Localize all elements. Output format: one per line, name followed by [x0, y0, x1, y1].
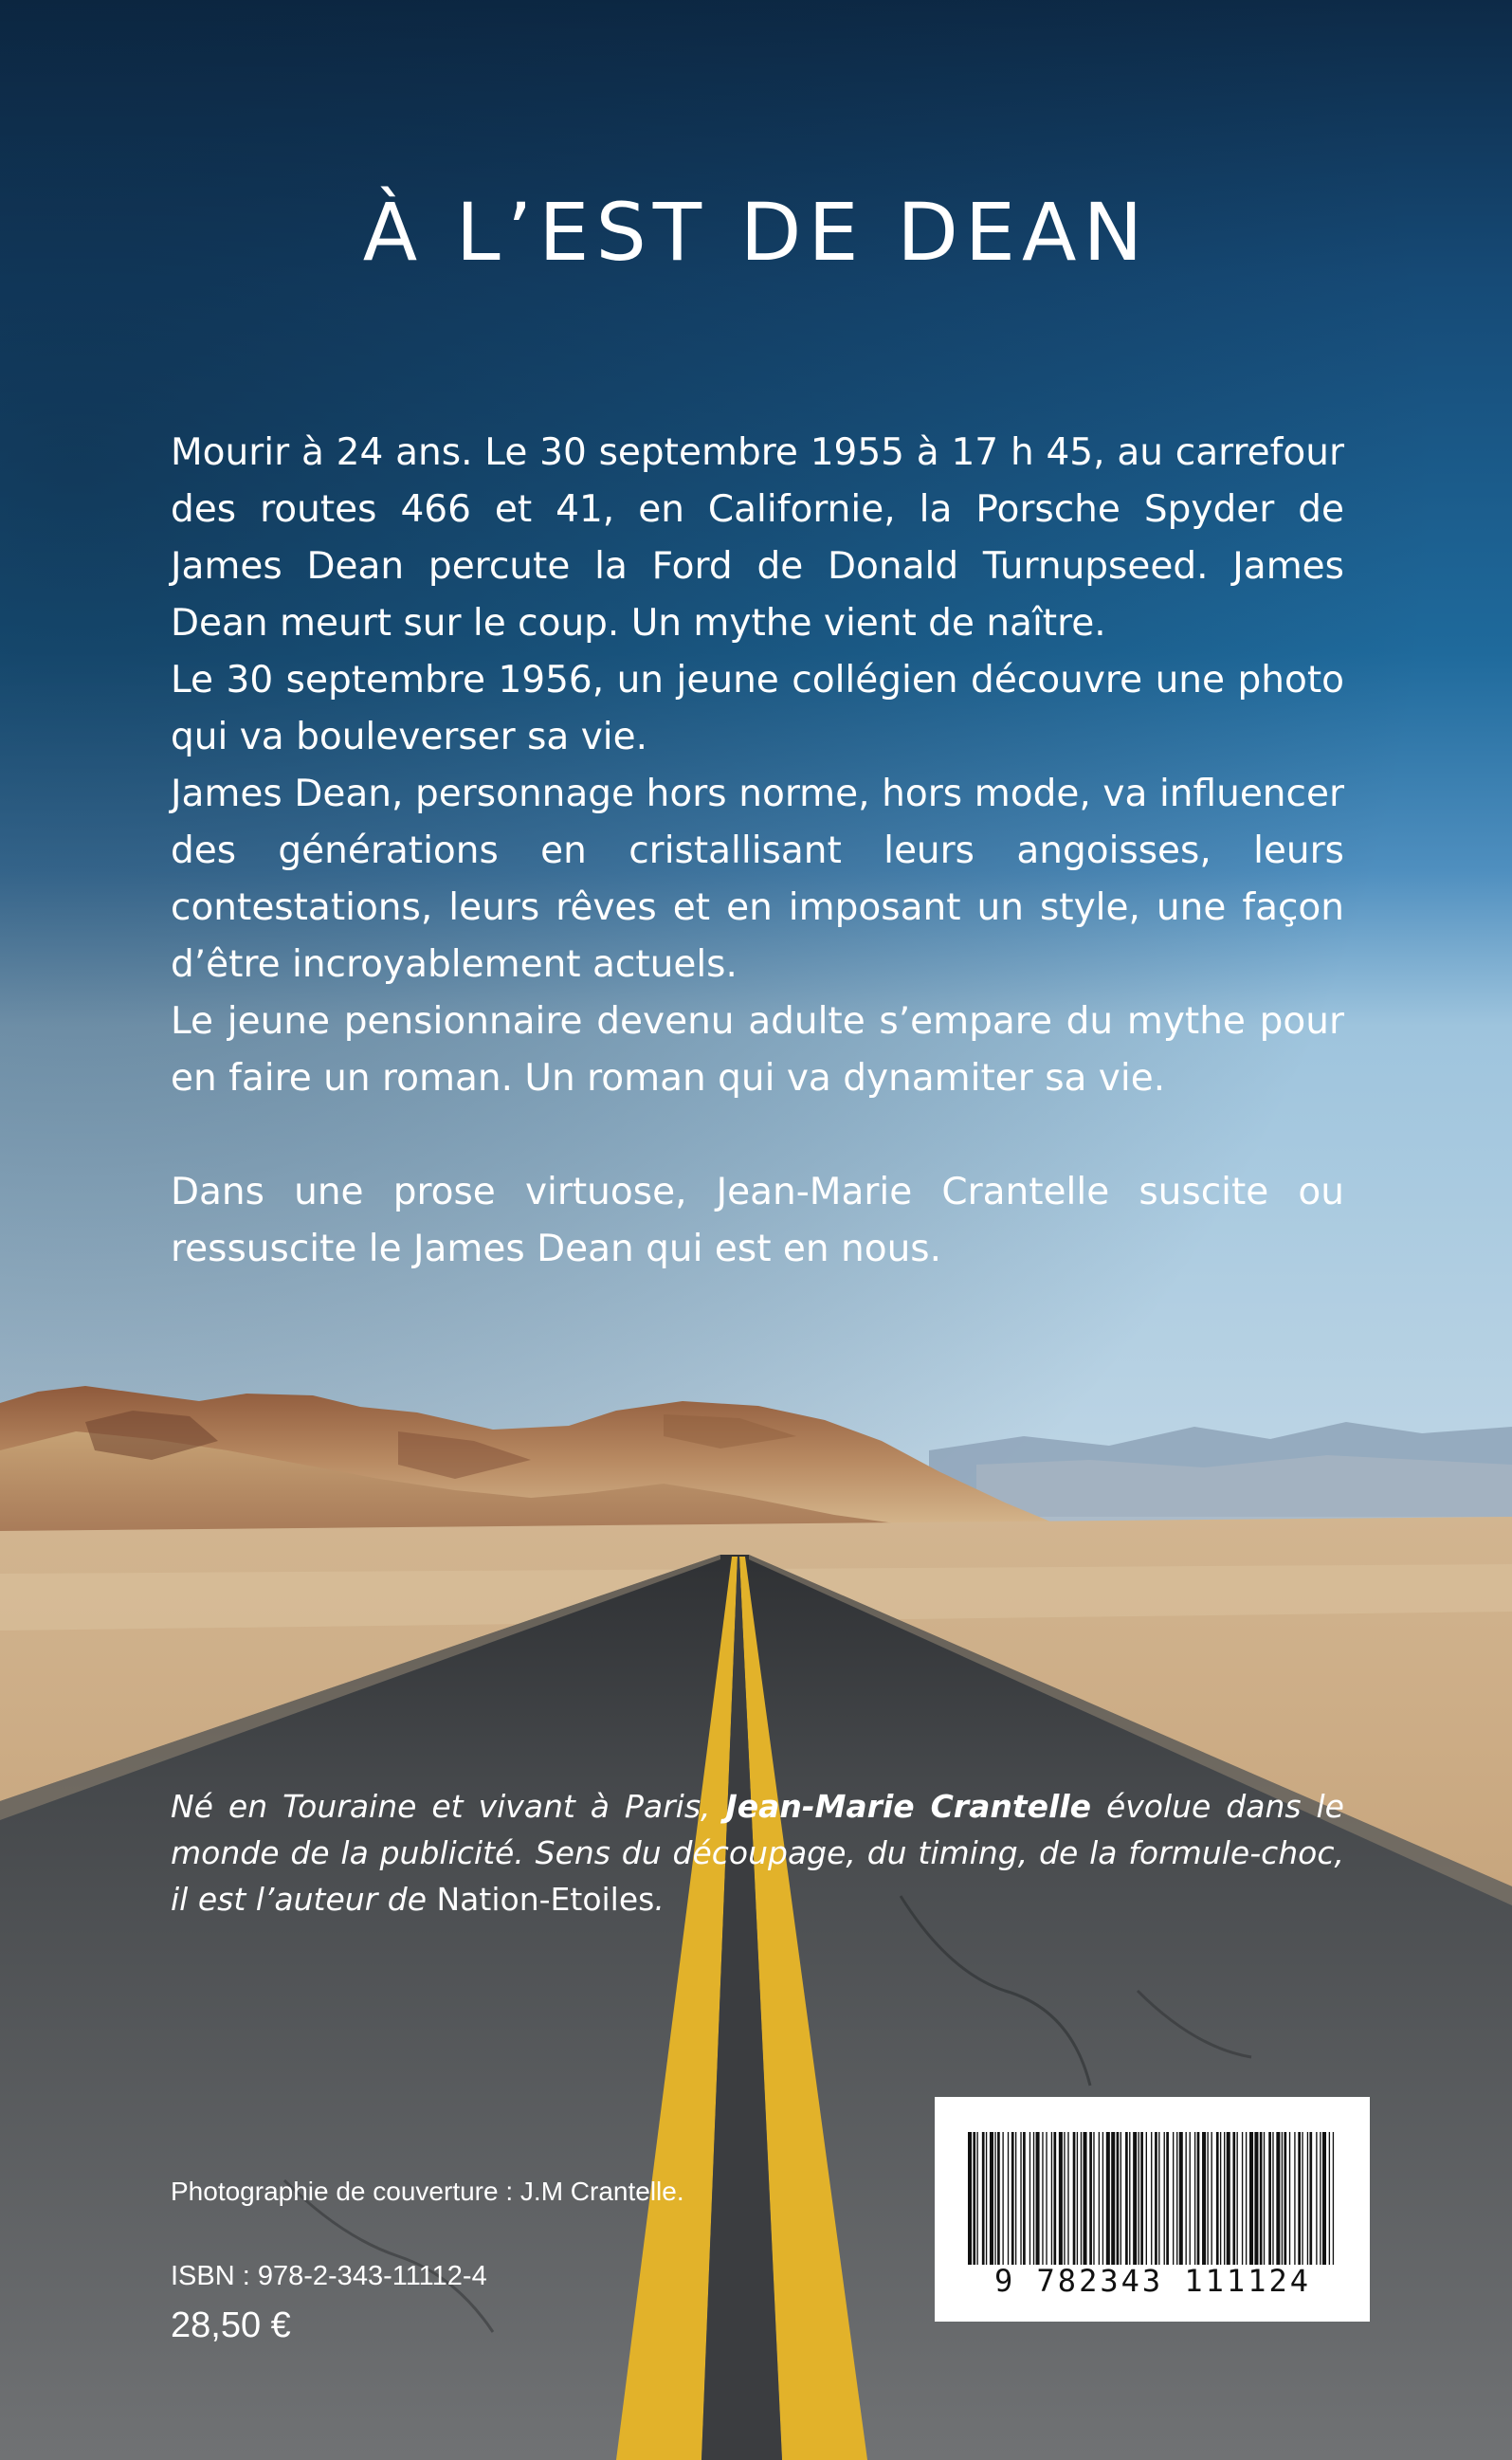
barcode-bar	[1307, 2132, 1308, 2265]
barcode-bar	[1033, 2132, 1034, 2265]
barcode-bar	[1008, 2132, 1009, 2265]
barcode-bar	[1036, 2132, 1040, 2265]
barcode-bar	[1067, 2132, 1068, 2265]
author-bio-middle: évolue dans le monde de la publicité. Sens du découpage, du timing, de la formule-choc, il est l’auteur de	[171, 1788, 1344, 1918]
barcode-bar	[1046, 2132, 1047, 2265]
barcode-bar	[1106, 2132, 1110, 2265]
barcode-bar	[1164, 2132, 1165, 2265]
barcode-bar	[1117, 2132, 1120, 2265]
barcode-bar	[1298, 2132, 1301, 2265]
barcode-bar	[1220, 2132, 1221, 2265]
blurb-paragraph-3: James Dean, personnage hors norme, hors mode, va influencer des générations en cristallisant leurs angoisses, leurs contestations, leurs rêves et en imposant un style, une façon d’être incroyablement actuels.	[171, 773, 1344, 986]
barcode-bar	[1146, 2132, 1147, 2265]
barcode-bar	[1284, 2132, 1286, 2265]
barcode-bar	[1316, 2132, 1317, 2265]
barcode-bar	[1320, 2132, 1321, 2265]
price-label: 28,50 €	[171, 2305, 291, 2345]
barcode-bar	[1190, 2132, 1191, 2265]
barcode-bar	[1029, 2132, 1030, 2265]
barcode-bar	[1289, 2132, 1290, 2265]
barcode-bar	[1254, 2132, 1258, 2265]
barcode-bar	[1322, 2132, 1326, 2265]
barcode-bar	[1093, 2132, 1094, 2265]
barcode-bar	[1237, 2132, 1238, 2265]
barcode-bar	[1125, 2132, 1128, 2265]
author-bio-intro: Né en Touraine et vivant à Paris,	[171, 1788, 726, 1825]
barcode-bar	[1133, 2132, 1137, 2265]
barcode-bar	[968, 2132, 972, 2265]
barcode-bar	[1084, 2132, 1087, 2265]
barcode-bar	[1129, 2132, 1130, 2265]
barcode-bar	[1073, 2132, 1076, 2265]
barcode-bar	[1294, 2132, 1295, 2265]
barcode-bar	[1232, 2132, 1235, 2265]
barcode-bar	[1081, 2132, 1082, 2265]
barcode-bar	[1023, 2132, 1026, 2265]
barcode-bar	[1166, 2132, 1169, 2265]
barcode-bar	[1011, 2132, 1014, 2265]
barcode-bar	[1089, 2132, 1092, 2265]
barcode-bar	[1042, 2132, 1043, 2265]
barcode-bar	[1102, 2132, 1103, 2265]
barcode-bar	[1064, 2132, 1065, 2265]
barcode-bar	[1059, 2132, 1063, 2265]
author-name: Jean-Marie Crantelle	[725, 1788, 1091, 1825]
barcode-bar	[1020, 2132, 1021, 2265]
barcode-bar	[1276, 2132, 1280, 2265]
barcode-bar	[1015, 2132, 1016, 2265]
barcode-bar	[1272, 2132, 1273, 2265]
barcode-digits: 9 782343 111124	[994, 2263, 1311, 2299]
barcode-bars	[966, 2132, 1339, 2265]
barcode-bar	[1227, 2132, 1230, 2265]
blurb-paragraph-4: Le jeune pensionnaire devenu adulte s’empare du mythe pour en faire un roman. Un roman qui va dynamiter sa vie.	[171, 1000, 1344, 1100]
barcode-bar	[1224, 2132, 1225, 2265]
barcode-bar	[1173, 2132, 1174, 2265]
barcode-bar	[1099, 2132, 1100, 2265]
barcode-bar	[1246, 2132, 1247, 2265]
barcode-bar	[1176, 2132, 1177, 2265]
barcode-bar	[1309, 2132, 1312, 2265]
barcode-bar	[1260, 2132, 1263, 2265]
barcode-bar	[1077, 2132, 1078, 2265]
barcode-bar	[1268, 2132, 1271, 2265]
book-title: À L’EST DE DEAN	[362, 186, 1150, 279]
blurb-paragraph-1: Mourir à 24 ans. Le 30 septembre 1955 à 17 h 45, au carrefour des routes 466 et 41, en Californie, la Porsche Spyder de James Dean percute la Ford de Donald Turnupseed. James Dean meurt sur le coup. Un mythe vient de naître.	[171, 431, 1344, 645]
barcode-bar	[1194, 2132, 1195, 2265]
barcode-bar	[1333, 2132, 1334, 2265]
barcode-bar	[1140, 2132, 1143, 2265]
barcode-bar	[1202, 2132, 1206, 2265]
author-bio-end: .	[654, 1881, 665, 1918]
barcode-bar	[1179, 2132, 1183, 2265]
barcode-bar	[986, 2132, 987, 2265]
barcode-bar	[1216, 2132, 1219, 2265]
barcode-bar	[997, 2132, 1000, 2265]
barcode-bar	[1302, 2132, 1303, 2265]
barcode-bar	[994, 2132, 995, 2265]
barcode-bar	[1002, 2132, 1003, 2265]
barcode-bar	[1242, 2132, 1243, 2265]
barcode-bar	[990, 2132, 993, 2265]
blurb-spacer	[171, 1107, 1344, 1164]
barcode-bar	[1282, 2132, 1283, 2265]
photo-credit: Photographie de couverture : J.M Crantelle.	[171, 2177, 684, 2206]
barcode-bar	[1053, 2132, 1056, 2265]
barcode-bar	[1158, 2132, 1159, 2265]
barcode-bar	[1186, 2132, 1187, 2265]
barcode-bar	[1249, 2132, 1253, 2265]
barcode-bar	[1264, 2132, 1265, 2265]
isbn-number: ISBN : 978-2-343-11112-4	[171, 2261, 487, 2291]
blurb-paragraph-5: Dans une prose virtuose, Jean-Marie Crantelle suscite ou ressuscite le James Dean qui est en nous.	[171, 1171, 1344, 1270]
barcode-bar	[1151, 2132, 1152, 2265]
barcode-bar	[1051, 2132, 1052, 2265]
blurb-paragraph-2: Le 30 septembre 1956, un jeune collégien découvre une photo qui va bouleverser sa vie.	[171, 659, 1344, 758]
barcode-bar	[976, 2132, 977, 2265]
author-bio	[171, 1783, 1344, 1922]
previous-book-title: Nation-Etoiles	[436, 1881, 655, 1918]
barcode-bar	[982, 2132, 985, 2265]
barcode	[935, 2097, 1370, 2322]
barcode-bar	[1111, 2132, 1115, 2265]
barcode-bar	[1155, 2132, 1157, 2265]
barcode-bar	[1197, 2132, 1200, 2265]
barcode-bar	[1211, 2132, 1212, 2265]
barcode-bar	[1329, 2132, 1330, 2265]
barcode-bar	[973, 2132, 975, 2265]
barcode-bar	[1120, 2132, 1121, 2265]
book-blurb	[171, 425, 1344, 1278]
barcode-bar	[1207, 2132, 1208, 2265]
